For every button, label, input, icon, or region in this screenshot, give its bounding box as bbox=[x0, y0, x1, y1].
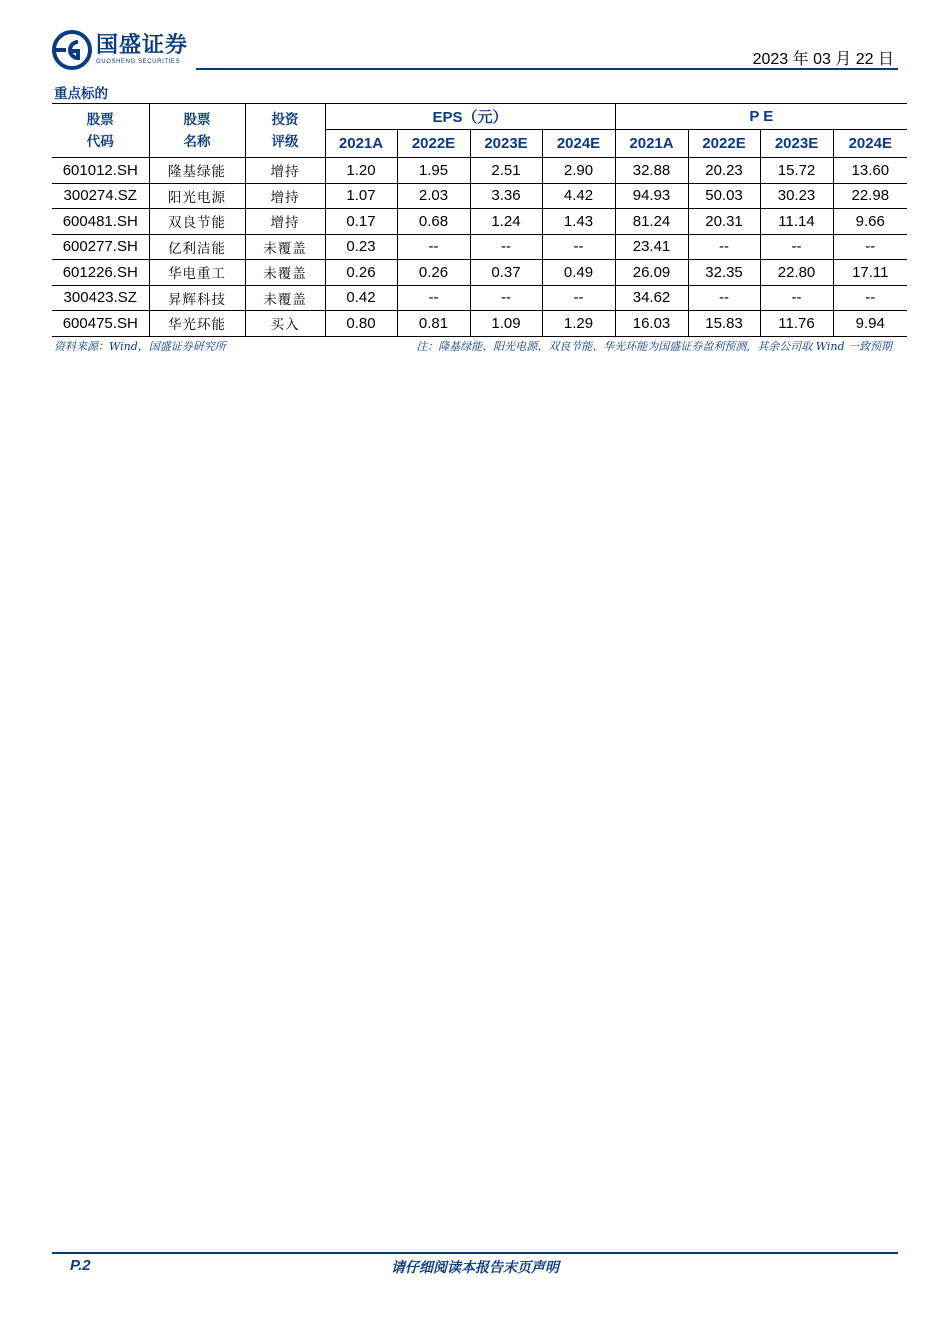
pe-2022: 15.83 bbox=[688, 311, 760, 337]
table-row bbox=[52, 234, 907, 260]
table-header-row bbox=[52, 104, 907, 130]
group-header-eps: EPS（元） bbox=[325, 104, 615, 130]
eps-2024: 0.49 bbox=[542, 260, 615, 286]
eps-year-2024: 2024E bbox=[542, 130, 615, 158]
eps-2021: 1.07 bbox=[325, 183, 397, 209]
pe-2024: -- bbox=[833, 285, 907, 311]
stock-name: 亿利洁能 bbox=[149, 234, 245, 260]
stock-rating: 未覆盖 bbox=[245, 260, 325, 286]
eps-2023: 2.51 bbox=[470, 158, 542, 184]
pe-2023: -- bbox=[760, 285, 833, 311]
header-divider bbox=[196, 68, 898, 70]
group-header-pe: P E bbox=[615, 104, 907, 130]
eps-2022: 0.68 bbox=[397, 209, 470, 235]
pe-2022: 20.23 bbox=[688, 158, 760, 184]
pe-2021: 32.88 bbox=[615, 158, 688, 184]
col-header-code-line1: 股票 bbox=[86, 111, 114, 128]
eps-2023: 0.37 bbox=[470, 260, 542, 286]
pe-2024: 13.60 bbox=[833, 158, 907, 184]
eps-2021: 0.26 bbox=[325, 260, 397, 286]
pe-2021: 16.03 bbox=[615, 311, 688, 337]
stock-code: 300274.SZ bbox=[52, 183, 149, 209]
col-header-rating bbox=[245, 104, 325, 158]
pe-2022: -- bbox=[688, 285, 760, 311]
stock-code: 600481.SH bbox=[52, 209, 149, 235]
stock-code: 601226.SH bbox=[52, 260, 149, 286]
table-row bbox=[52, 311, 907, 337]
report-date: 2023 年 03 月 22 日 bbox=[752, 51, 894, 68]
eps-2024: 2.90 bbox=[542, 158, 615, 184]
pe-2023: 11.76 bbox=[760, 311, 833, 337]
pe-2022: 50.03 bbox=[688, 183, 760, 209]
eps-2021: 0.23 bbox=[325, 234, 397, 260]
pe-2021: 34.62 bbox=[615, 285, 688, 311]
stock-rating: 未覆盖 bbox=[245, 285, 325, 311]
stock-name: 隆基绿能 bbox=[149, 158, 245, 184]
eps-2022: 1.95 bbox=[397, 158, 470, 184]
col-header-rating-line1: 投资 bbox=[271, 111, 299, 128]
eps-2024: -- bbox=[542, 285, 615, 311]
stock-code: 300423.SZ bbox=[52, 285, 149, 311]
pe-2022: -- bbox=[688, 234, 760, 260]
stock-name: 阳光电源 bbox=[149, 183, 245, 209]
stock-code: 601012.SH bbox=[52, 158, 149, 184]
stock-rating: 增持 bbox=[245, 209, 325, 235]
company-logo bbox=[52, 30, 188, 70]
pe-2023: 11.14 bbox=[760, 209, 833, 235]
pe-2023: 30.23 bbox=[760, 183, 833, 209]
stock-name: 昇辉科技 bbox=[149, 285, 245, 311]
pe-2024: 22.98 bbox=[833, 183, 907, 209]
page-number: P.2 bbox=[70, 1257, 91, 1274]
eps-2021: 1.20 bbox=[325, 158, 397, 184]
pe-2023: 15.72 bbox=[760, 158, 833, 184]
footer-disclaimer: 请仔细阅读本报告末页声明 bbox=[391, 1260, 559, 1276]
pe-2023: 22.80 bbox=[760, 260, 833, 286]
col-header-name bbox=[149, 104, 245, 158]
pe-2023: -- bbox=[760, 234, 833, 260]
section-title: 重点标的 bbox=[54, 86, 108, 102]
eps-year-2022: 2022E bbox=[397, 130, 470, 158]
stock-rating: 未覆盖 bbox=[245, 234, 325, 260]
eps-2024: -- bbox=[542, 234, 615, 260]
col-header-name-line1: 股票 bbox=[183, 111, 211, 128]
pe-2022: 32.35 bbox=[688, 260, 760, 286]
stock-name: 华光环能 bbox=[149, 311, 245, 337]
footer-divider bbox=[52, 1252, 898, 1254]
eps-2022: 0.26 bbox=[397, 260, 470, 286]
source-note: 资料来源：Wind，国盛证券研究所 bbox=[54, 340, 226, 353]
eps-2024: 1.29 bbox=[542, 311, 615, 337]
pe-year-2023: 2023E bbox=[760, 130, 833, 158]
forecast-remark: 注：隆基绿能、阳光电源、双良节能、华光环能为国盛证券盈利预测，其余公司取 Wind 一致预期 bbox=[416, 340, 892, 353]
eps-year-2023: 2023E bbox=[470, 130, 542, 158]
eps-2021: 0.17 bbox=[325, 209, 397, 235]
eps-2022: 0.81 bbox=[397, 311, 470, 337]
pe-2021: 81.24 bbox=[615, 209, 688, 235]
col-header-code-line2: 代码 bbox=[86, 133, 114, 150]
eps-2022: -- bbox=[397, 234, 470, 260]
col-header-code bbox=[52, 104, 149, 158]
pe-2021: 23.41 bbox=[615, 234, 688, 260]
pe-year-2022: 2022E bbox=[688, 130, 760, 158]
logo-english-name: GUOSHENG SECURITIES bbox=[96, 59, 181, 65]
stock-rating: 买入 bbox=[245, 311, 325, 337]
stock-rating: 增持 bbox=[245, 158, 325, 184]
logo-chinese-name: 国盛证券 bbox=[96, 33, 189, 58]
col-header-rating-line2: 评级 bbox=[271, 133, 299, 150]
eps-year-2021: 2021A bbox=[325, 130, 397, 158]
stock-code: 600277.SH bbox=[52, 234, 149, 260]
eps-2024: 4.42 bbox=[542, 183, 615, 209]
eps-2022: -- bbox=[397, 285, 470, 311]
pe-2021: 94.93 bbox=[615, 183, 688, 209]
eps-2024: 1.43 bbox=[542, 209, 615, 235]
table-row bbox=[52, 158, 907, 184]
pe-2024: -- bbox=[833, 234, 907, 260]
guosheng-logo-icon bbox=[52, 30, 92, 70]
eps-2023: -- bbox=[470, 285, 542, 311]
pe-2024: 9.66 bbox=[833, 209, 907, 235]
pe-2024: 17.11 bbox=[833, 260, 907, 286]
table-row bbox=[52, 209, 907, 235]
eps-2023: -- bbox=[470, 234, 542, 260]
stock-rating: 增持 bbox=[245, 183, 325, 209]
col-header-name-line2: 名称 bbox=[183, 133, 211, 150]
stock-name: 华电重工 bbox=[149, 260, 245, 286]
pe-2022: 20.31 bbox=[688, 209, 760, 235]
eps-2021: 0.80 bbox=[325, 311, 397, 337]
eps-2022: 2.03 bbox=[397, 183, 470, 209]
key-stocks-table bbox=[52, 103, 907, 337]
stock-name: 双良节能 bbox=[149, 209, 245, 235]
eps-2021: 0.42 bbox=[325, 285, 397, 311]
table-row bbox=[52, 260, 907, 286]
eps-2023: 1.24 bbox=[470, 209, 542, 235]
table-row bbox=[52, 285, 907, 311]
pe-2021: 26.09 bbox=[615, 260, 688, 286]
stock-code: 600475.SH bbox=[52, 311, 149, 337]
pe-year-2021: 2021A bbox=[615, 130, 688, 158]
pe-year-2024: 2024E bbox=[848, 135, 892, 152]
eps-2023: 1.09 bbox=[470, 311, 542, 337]
pe-2024: 9.94 bbox=[833, 311, 907, 337]
table-row bbox=[52, 183, 907, 209]
eps-2023: 3.36 bbox=[470, 183, 542, 209]
